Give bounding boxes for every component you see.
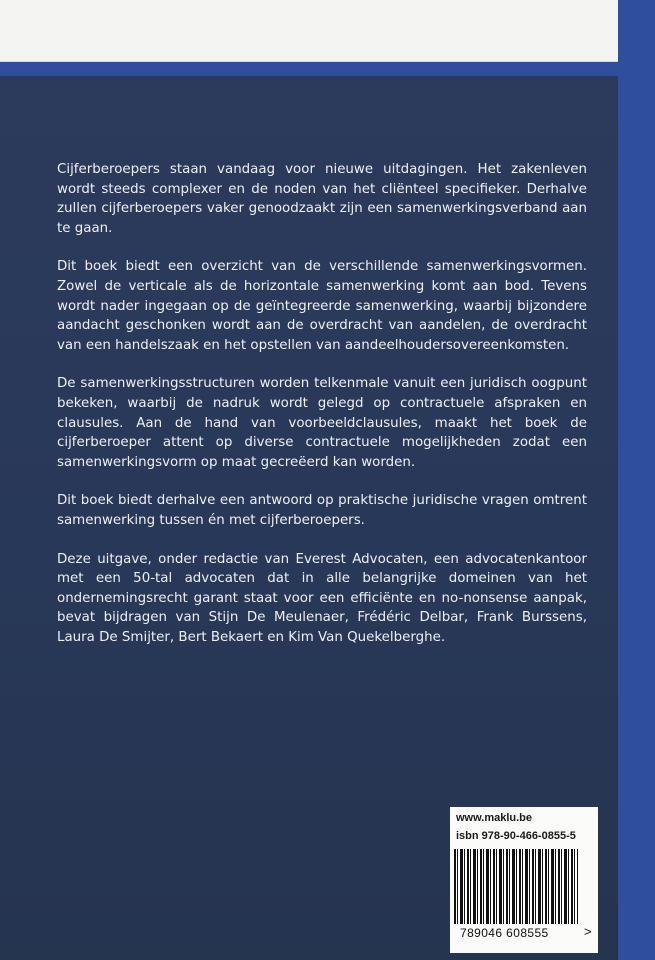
isbn-label bbox=[450, 807, 598, 953]
spine-edge-band bbox=[618, 0, 655, 960]
barcode-digits: 789046 608555 bbox=[460, 926, 549, 940]
isbn-number: isbn 978-90-466-0855-5 bbox=[456, 830, 576, 842]
blue-edge-band bbox=[0, 62, 655, 76]
blurb-paragraph-1: Cijferberoepers staan vandaag voor nieuwe uitdagingen. Het zakenleven wordt steeds complexer en de noden van het cliënteel specifieker. Derhalve zullen cijferberoepers vaker genoodzaakt zijn een samenwerkingsverband aan te gaan. bbox=[57, 162, 587, 236]
blurb-paragraph-2: Dit boek biedt een overzicht van de verschillende samenwerkingsvormen. Zowel de verticale als de horizontale samenwerking komt aan bod. Tevens wordt nader ingegaan op de geïntegreerde samenwerking, waarbij bijzondere aandacht geschonken wordt aan de overdracht van aandelen, de overdracht van een handelszaak en het opstellen van aandeelhoudersovereenkomsten. bbox=[57, 259, 587, 353]
barcode-quiet-zone-mark: > bbox=[584, 924, 592, 939]
publisher-url: www.maklu.be bbox=[456, 812, 533, 824]
blurb-paragraph-4: Dit boek biedt derhalve een antwoord op praktische juridische vragen omtrent samenwerking tussen én met cijferberoepers. bbox=[57, 493, 587, 528]
blurb-paragraph-3: De samenwerkingsstructuren worden telkenmale vanuit een juridisch oogpunt bekeken, waarbij de nadruk wordt gelegd op contractuele afspraken en clausules. Aan de hand van voorbeeldclausules, maakt het boek de cijferberoeper attent op diverse contractuele mogelijkheden zodat een samenwerkingsvorm op maat gecreëerd kan worden. bbox=[57, 376, 587, 470]
barcode-icon bbox=[454, 849, 578, 924]
top-paper-strip bbox=[0, 0, 618, 62]
blurb-text bbox=[57, 160, 587, 666]
blurb-paragraph-5: Deze uitgave, onder redactie van Everest Advocaten, een advocatenkantoor met een 50-tal advocaten dat in alle belangrijke domeinen van het ondernemingsrecht garant staat voor een efficiënte en no-nonsense aanpak, bevat bijdragen van Stijn De Meulenaer, Frédéric Delbar, Frank Burssens, Laura De Smijter, Bert Bekaert en Kim Van Quekelberghe. bbox=[57, 551, 587, 645]
